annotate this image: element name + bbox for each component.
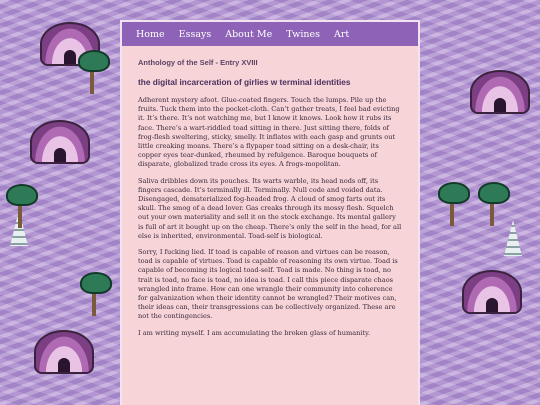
palm-tree-decoration	[80, 272, 108, 316]
hut-decoration	[462, 270, 522, 314]
palm-tree-decoration	[438, 182, 466, 226]
palm-tree-decoration	[6, 184, 34, 228]
hut-decoration	[30, 120, 90, 164]
nav-home-link[interactable]: Home	[136, 28, 165, 40]
hut-decoration	[470, 70, 530, 114]
post-paragraph: I am writing myself. I am accumulating the broken glass of humanity.	[138, 328, 371, 337]
palm-tree-decoration	[78, 50, 106, 94]
post-content	[122, 46, 418, 338]
post-paragraph: Saliva dribbles down its pouches. Its warts warble, its head nods off, its fingers cascade. It’s terminally ill. Terminally. Null code and voided data. Disengaged, dematerialized fog-headed frog. A cloud of smog farts out its skull. The smog of a dead lover. Gas creaks through its mossy flesh. Squelch out your own materiality and sell it on the stock exchange. Its mental gallery is full of art it bought up on the cheap. There’s only the self in the head, for all else is inherited, environmental. Toad-self is biological.	[138, 176, 402, 240]
nav-twines-link[interactable]: Twines	[286, 28, 320, 40]
post-title: the digital incarceration of girlies w terminal identities	[138, 77, 351, 87]
nav-essays-link[interactable]: Essays	[178, 28, 212, 40]
post-paragraph: Sorry, I fucking lied. If toad is capable of reason and virtues can be reason, toad is capable of virtues. Toad is capable of reasoning its own virtue. Toad is capable of becoming its logical toad-self. Toad is made. No thing is toad, no trait is toad, no face is toad, no idea is toad. I call this piece disparate chaos wrangled into frame. How can one wrangle their community into coherence for galvanization when their identity cannot be wrangled? Their motives can, their ideas can, their transgressions can be collectively organized. These are not the contingencies.	[138, 248, 398, 321]
hut-decoration	[34, 330, 94, 374]
content-panel	[122, 22, 418, 405]
post-paragraph: Adherent mystery afoot. Glue-coated fingers. Touch the lumps. Pile up the fruits. Tuck them into the pocket-cloth. Can’t gather treats, I feel bad evicting it. It’s there. It’s not watching me, but I know it knows. Look how it rubs its face. There’s a wart-riddled toad sitting in there. Just sitting there, folds of frog-flesh sweltering, sticky, smelly. It inflates with each gasp and grunts out little creaking moans. There’s a flypaper toad sitting on a desk-chair, its copper eyes tear-dunked, rheumed by refulgence. Baroque bouquets of disparate, globalized trade cross its eyes. A frogs-mopolitan.	[138, 96, 400, 169]
palm-tree-decoration	[478, 182, 506, 226]
entry-title: Anthology of the Self - Entry XVIII	[138, 58, 258, 67]
top-nav	[122, 22, 418, 46]
nav-art-link[interactable]: Art	[334, 28, 350, 40]
cone-decoration	[504, 220, 522, 256]
nav-about-me-link[interactable]: About Me	[225, 28, 273, 40]
